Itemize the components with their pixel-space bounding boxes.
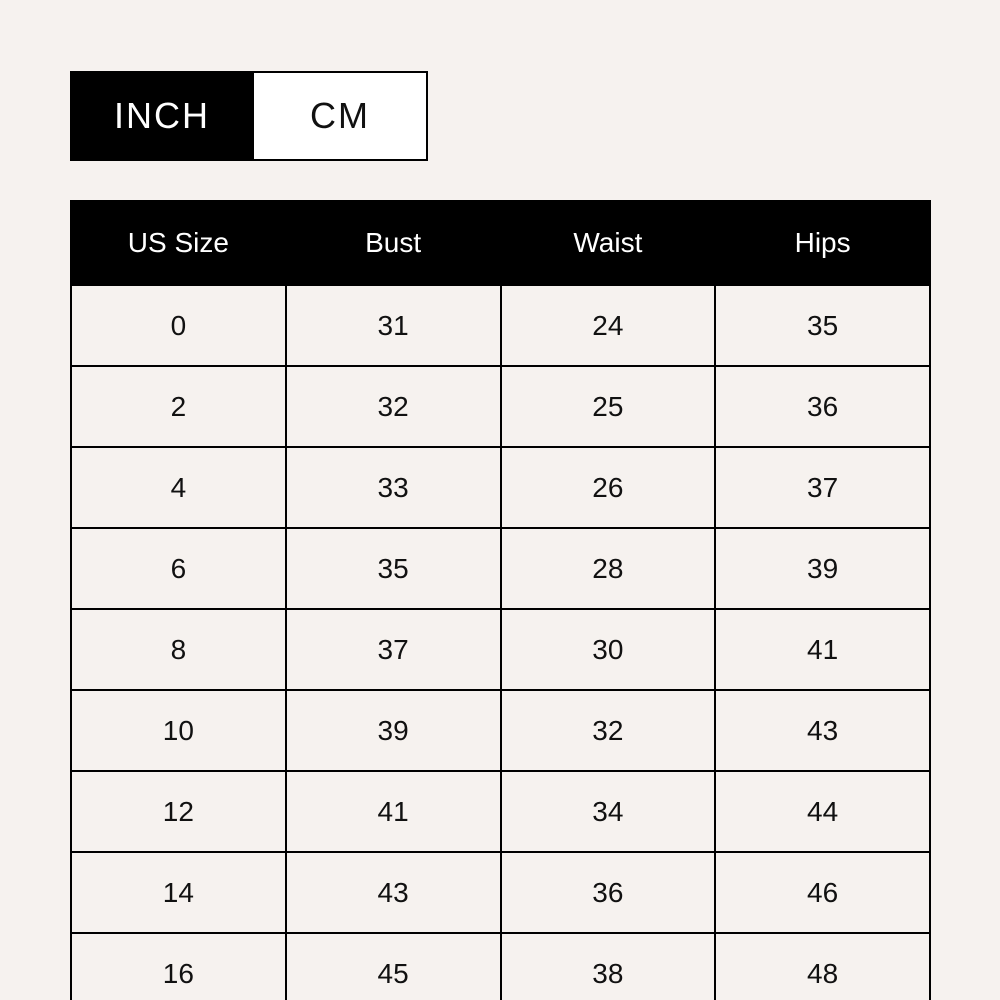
waist-cell: 30 [501, 609, 716, 690]
us-size-cell: 4 [71, 447, 286, 528]
cm-unit-button[interactable]: CM [252, 73, 426, 159]
hips-cell: 44 [715, 771, 930, 852]
waist-cell: 25 [501, 366, 716, 447]
bust-cell: 32 [286, 366, 501, 447]
table-row [71, 285, 930, 366]
us-size-cell: 14 [71, 852, 286, 933]
waist-cell: 34 [501, 771, 716, 852]
us-size-cell: 10 [71, 690, 286, 771]
table-row [71, 528, 930, 609]
table-header [71, 201, 930, 285]
hips-cell: 41 [715, 609, 930, 690]
table-row [71, 690, 930, 771]
waist-column-header: Waist [501, 201, 716, 285]
hips-cell: 36 [715, 366, 930, 447]
table-body [71, 285, 930, 1000]
waist-cell: 24 [501, 285, 716, 366]
waist-cell: 28 [501, 528, 716, 609]
hips-cell: 46 [715, 852, 930, 933]
bust-cell: 31 [286, 285, 501, 366]
table-row [71, 447, 930, 528]
bust-cell: 43 [286, 852, 501, 933]
us-size-cell: 16 [71, 933, 286, 1000]
bust-cell: 37 [286, 609, 501, 690]
table-row [71, 771, 930, 852]
table-row [71, 609, 930, 690]
hips-cell: 43 [715, 690, 930, 771]
table-row [71, 366, 930, 447]
bust-column-header: Bust [286, 201, 501, 285]
bust-cell: 45 [286, 933, 501, 1000]
us-size-cell: 0 [71, 285, 286, 366]
waist-cell: 26 [501, 447, 716, 528]
table-row [71, 852, 930, 933]
hips-cell: 39 [715, 528, 930, 609]
hips-column-header: Hips [715, 201, 930, 285]
waist-cell: 36 [501, 852, 716, 933]
us-size-cell: 2 [71, 366, 286, 447]
bust-cell: 39 [286, 690, 501, 771]
bust-cell: 33 [286, 447, 501, 528]
hips-cell: 48 [715, 933, 930, 1000]
bust-cell: 35 [286, 528, 501, 609]
bust-cell: 41 [286, 771, 501, 852]
hips-cell: 35 [715, 285, 930, 366]
inch-unit-button[interactable]: INCH [72, 73, 252, 159]
waist-cell: 32 [501, 690, 716, 771]
us-size-column-header: US Size [71, 201, 286, 285]
unit-toggle [70, 71, 428, 161]
waist-cell: 38 [501, 933, 716, 1000]
us-size-cell: 12 [71, 771, 286, 852]
us-size-cell: 6 [71, 528, 286, 609]
size-table [70, 200, 931, 1000]
header-row [71, 201, 930, 285]
table-row [71, 933, 930, 1000]
us-size-cell: 8 [71, 609, 286, 690]
hips-cell: 37 [715, 447, 930, 528]
